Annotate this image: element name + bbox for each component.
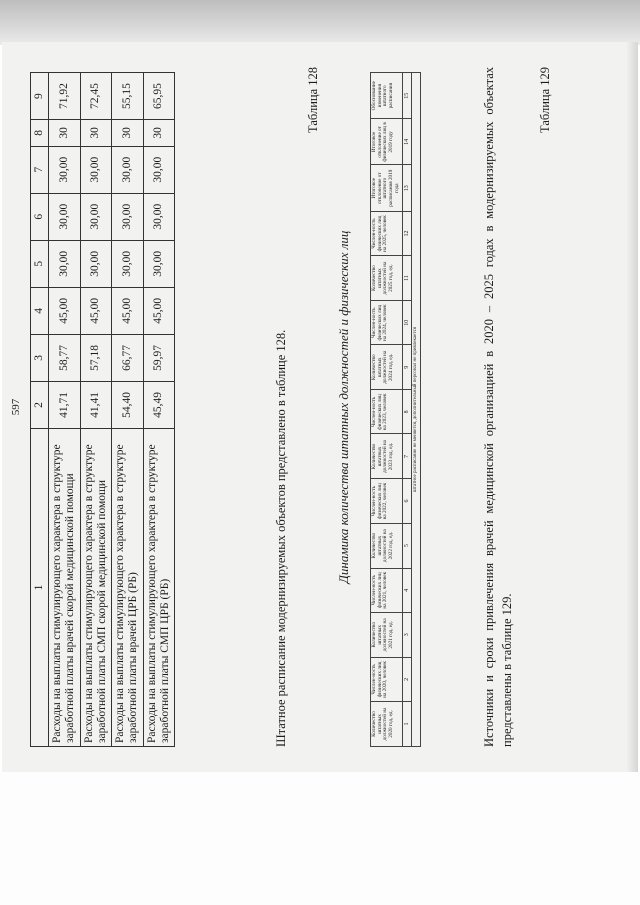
table-index-row: [402, 73, 412, 747]
header-cell: Обоснование изменения штатного расписания: [371, 73, 403, 119]
header-cell: Количество штатных должностей на 2024 год, ед.: [371, 345, 403, 390]
stimulus-payments-table: [30, 72, 175, 747]
table-header-row: [31, 73, 49, 747]
value-cell: 45,00: [49, 287, 80, 334]
value-cell: 66,77: [112, 334, 143, 381]
value-cell: 45,00: [80, 287, 111, 334]
index-cell: 12: [402, 211, 412, 255]
index-cell: 15: [402, 73, 412, 119]
header-cell: 2: [31, 381, 49, 428]
value-cell: 30,00: [143, 240, 174, 287]
value-cell: 30: [80, 120, 111, 146]
value-cell: 30,00: [112, 193, 143, 240]
header-cell: 6: [31, 193, 49, 240]
staff-dynamics-table: [370, 72, 421, 747]
table-note: штатное расписание не меняется, дополнительный персонал не привлекается: [412, 73, 421, 747]
value-cell: 59,97: [143, 334, 174, 381]
value-cell: 30,00: [49, 146, 80, 193]
value-cell: 30,00: [143, 193, 174, 240]
index-cell: 8: [402, 390, 412, 434]
header-cell: Итоговое отклонение от физических лиц в 2019 году: [371, 119, 403, 165]
value-cell: 30,00: [112, 240, 143, 287]
value-cell: 45,49: [143, 381, 174, 428]
header-cell: Числен-ность физических лиц на 2020, человек: [371, 657, 403, 701]
index-cell: 10: [402, 301, 412, 345]
table-128-label: Таблица 128: [306, 67, 320, 133]
header-cell: 4: [31, 287, 49, 334]
header-cell: Числен-ность физических лиц на 2024, человек: [371, 301, 403, 345]
header-cell: Количество штатных должностей на 2022 год, ед.: [371, 523, 403, 568]
value-cell: 30,00: [49, 193, 80, 240]
index-cell: 13: [402, 165, 412, 212]
value-cell: 30,00: [143, 146, 174, 193]
sources-paragraph: Источники и сроки привлечения врачей медицинской организацией в 2020 – 2025 годах в модернизируемых объектах представлены в таблице 129.: [482, 67, 515, 747]
index-cell: 11: [402, 256, 412, 301]
document-sheet: [2, 42, 638, 772]
value-cell: 57,18: [80, 334, 111, 381]
table-row: [143, 73, 174, 747]
index-cell: 6: [402, 479, 412, 523]
index-cell: 14: [402, 119, 412, 165]
header-cell: Числен-ность физических лиц на 2025, человек: [371, 211, 403, 255]
value-cell: 45,00: [112, 287, 143, 334]
value-cell: 72,45: [80, 73, 111, 120]
header-cell: Количество штатных должностей на 2025 год, ед.: [371, 256, 403, 301]
header-cell: Итоговое отклонение от штатного расписания 2019 года: [371, 165, 403, 212]
index-cell: 1: [402, 701, 412, 746]
value-cell: 54,40: [112, 381, 143, 428]
index-cell: 4: [402, 568, 412, 612]
header-cell: Числен-ность физических лиц на 2022, человек: [371, 479, 403, 523]
header-cell: 7: [31, 146, 49, 193]
value-cell: 30,00: [49, 240, 80, 287]
index-cell: 5: [402, 523, 412, 568]
table-row: [80, 73, 111, 747]
header-cell: 5: [31, 240, 49, 287]
value-cell: 41,41: [80, 381, 111, 428]
table-row: [49, 73, 80, 747]
header-cell: 3: [31, 334, 49, 381]
row-label: Расходы на выплаты стимулирующего характера в структуре заработной платы СМП ЦРБ (РБ): [143, 429, 174, 747]
table-header-row: [371, 73, 403, 747]
value-cell: 45,00: [143, 287, 174, 334]
value-cell: 30: [112, 120, 143, 146]
rotated-page: [10, 57, 630, 757]
header-cell: Количество штатных должностей на 2021 год, ед.: [371, 612, 403, 657]
index-cell: 7: [402, 434, 412, 479]
value-cell: 65,95: [143, 73, 174, 120]
header-cell: 1: [31, 429, 49, 747]
page-number: 597: [10, 398, 22, 416]
header-cell: Числен-ность физических лиц на 2021, человек: [371, 568, 403, 612]
scan-bottom-margin: [0, 771, 640, 905]
row-label: Расходы на выплаты стимулирующего характера в структуре заработной платы врачей ЦРБ (РБ): [112, 429, 143, 747]
value-cell: 55,15: [112, 73, 143, 120]
header-cell: 8: [31, 120, 49, 146]
value-cell: 30: [143, 120, 174, 146]
value-cell: 30,00: [80, 146, 111, 193]
row-label: Расходы на выплаты стимулирующего характера в структуре заработной платы СМП скорой медицинской помощи: [80, 429, 111, 747]
table-128-title: Динамика количества штатных должностей и физических лиц: [336, 230, 351, 584]
value-cell: 30,00: [112, 146, 143, 193]
value-cell: 30: [49, 120, 80, 146]
table-note-row: [412, 73, 421, 747]
staff-schedule-paragraph: Штатное расписание модернизируемых объектов представлено в таблице 128.: [274, 329, 288, 747]
table-row: [112, 73, 143, 747]
index-cell: 2: [402, 657, 412, 701]
value-cell: 30,00: [80, 240, 111, 287]
index-cell: 3: [402, 612, 412, 657]
value-cell: 71,92: [49, 73, 80, 120]
value-cell: 30,00: [80, 193, 111, 240]
scan-top-shadow: [0, 0, 640, 45]
header-cell: Количество штатных должностей на 2023 год, ед.: [371, 434, 403, 479]
value-cell: 41,71: [49, 381, 80, 428]
header-cell: Числен-ность физических лиц на 2023, человек: [371, 390, 403, 434]
row-label: Расходы на выплаты стимулирующего характера в структуре заработной платы врачей скорой медицинской помощи: [49, 429, 80, 747]
header-cell: Количество штатных должностей на 2020 год, ед.: [371, 701, 403, 746]
header-cell: 9: [31, 73, 49, 120]
table-129-label: Таблица 129: [538, 67, 552, 133]
index-cell: 9: [402, 345, 412, 390]
value-cell: 58,77: [49, 334, 80, 381]
